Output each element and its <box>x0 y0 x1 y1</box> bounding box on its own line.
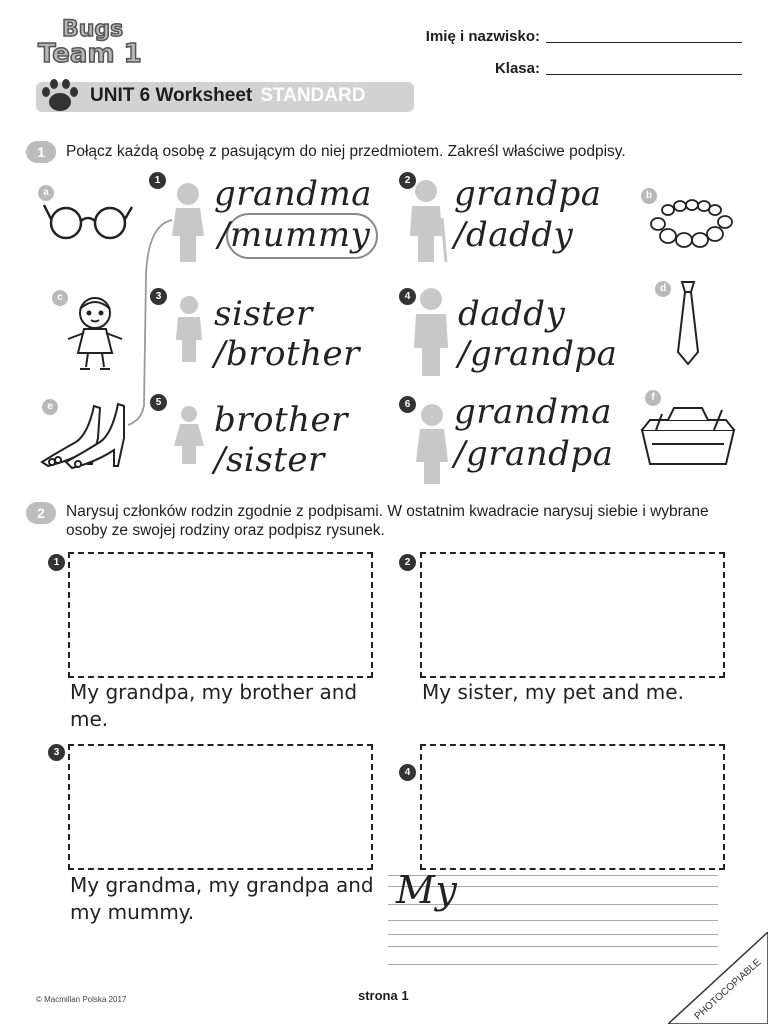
person-1-option-2-text: mummy <box>229 215 371 255</box>
box-number-4: 4 <box>399 764 416 781</box>
person-number-2: 2 <box>399 172 416 189</box>
man-silhouette-icon <box>410 286 452 383</box>
person-3-option-2-text: brother <box>225 334 360 374</box>
exercise-2-instruction: Narysuj członków rodzin zgodnie z podpisami. W ostatnim kwadracie narysuj siebie i wybrane osoby ze swojej rodziny oraz podpisz rysunek. <box>66 503 709 539</box>
item-letter-f: f <box>645 390 661 406</box>
person-1-option-2[interactable] <box>218 217 370 253</box>
person-number-1: 1 <box>149 172 166 189</box>
girl-silhouette-icon <box>170 404 208 471</box>
drawing-box-2[interactable] <box>420 552 725 678</box>
slash: / <box>218 215 230 255</box>
person-number-6: 6 <box>399 396 416 413</box>
person-3-option-2[interactable] <box>214 336 360 372</box>
person-5-option-1[interactable]: brother <box>214 400 348 440</box>
person-4-option-2-text: grandpa <box>469 334 618 374</box>
slash: / <box>214 334 226 374</box>
item-letter-a: a <box>38 185 54 201</box>
item-letter-b: b <box>641 188 657 204</box>
drawing-box-1[interactable] <box>68 552 373 678</box>
exercise-2-number: 2 <box>26 502 56 524</box>
item-letter-d: d <box>655 281 671 297</box>
drawing-box-3[interactable] <box>68 744 373 870</box>
tie-icon[interactable] <box>668 280 708 375</box>
box-2-caption: My sister, my pet and me. <box>422 680 684 704</box>
box-number-3: 3 <box>48 744 65 761</box>
box-number-2: 2 <box>399 554 416 571</box>
person-4-option-2[interactable] <box>458 336 617 372</box>
name-label: Imię i nazwisko: <box>425 28 540 45</box>
person-4-option-1[interactable]: daddy <box>458 294 566 334</box>
unit-title <box>90 85 365 107</box>
name-line[interactable] <box>546 42 742 43</box>
writing-line <box>388 920 718 921</box>
person-number-4: 4 <box>399 288 416 305</box>
person-2-option-2[interactable] <box>454 217 573 253</box>
person-3-option-1[interactable]: sister <box>214 294 313 334</box>
high-heels-icon[interactable] <box>38 398 130 475</box>
paw-icon <box>38 78 82 119</box>
photocopiable-corner <box>668 932 768 1024</box>
photocopiable-label: PHOTOCOPIABLE <box>692 956 764 1023</box>
item-letter-e: e <box>42 399 58 415</box>
person-6-option-2-text: grandpa <box>465 434 614 474</box>
person-2-option-1[interactable]: grandpa <box>454 174 602 214</box>
boy-silhouette-icon <box>172 294 206 369</box>
unit-level: STANDARD <box>260 85 366 106</box>
person-5-option-2-text: sister <box>225 440 325 480</box>
box-number-1: 1 <box>48 554 65 571</box>
pearl-necklace-icon[interactable] <box>648 198 734 253</box>
old-man-silhouette-icon <box>406 178 450 269</box>
page-number: strona 1 <box>358 988 409 1003</box>
exercise-1-instruction: Połącz każdą osobę z pasującym do niej przedmiotem. Zakreśl właściwe podpisy. <box>66 143 626 160</box>
person-5-option-2[interactable] <box>214 442 325 478</box>
logo-line1: Bugs <box>62 17 124 42</box>
logo-line2: Team 1 <box>38 39 142 69</box>
slash: / <box>454 434 466 474</box>
toolbox-icon[interactable] <box>638 404 738 475</box>
person-6-option-1[interactable]: grandma <box>454 392 612 432</box>
bugs-team-logo <box>36 14 146 70</box>
old-woman-silhouette-icon <box>412 402 452 491</box>
slash: / <box>458 334 470 374</box>
woman-silhouette-icon <box>166 180 210 269</box>
person-number-5: 5 <box>150 394 167 411</box>
person-number-3: 3 <box>150 288 167 305</box>
drawing-box-4[interactable] <box>420 744 725 870</box>
class-label: Klasa: <box>494 60 540 77</box>
slash: / <box>214 440 226 480</box>
unit-title-text: UNIT 6 Worksheet <box>90 85 253 106</box>
box-1-caption: My grandpa, my brother and me. <box>70 680 358 731</box>
box-4-cursive-start: My <box>396 868 458 912</box>
person-1-option-1[interactable]: grandma <box>214 174 372 214</box>
exercise-1-number: 1 <box>26 141 56 163</box>
box-3-caption: My grandma, my grandpa and my mummy. <box>70 873 374 924</box>
copyright: © Macmillan Polska 2017 <box>36 995 127 1004</box>
slash: / <box>454 215 466 255</box>
person-6-option-2[interactable] <box>454 436 613 472</box>
doll-icon[interactable] <box>62 293 128 378</box>
item-letter-c: c <box>52 290 68 306</box>
person-2-option-2-text: daddy <box>465 215 574 255</box>
class-line[interactable] <box>546 74 742 75</box>
